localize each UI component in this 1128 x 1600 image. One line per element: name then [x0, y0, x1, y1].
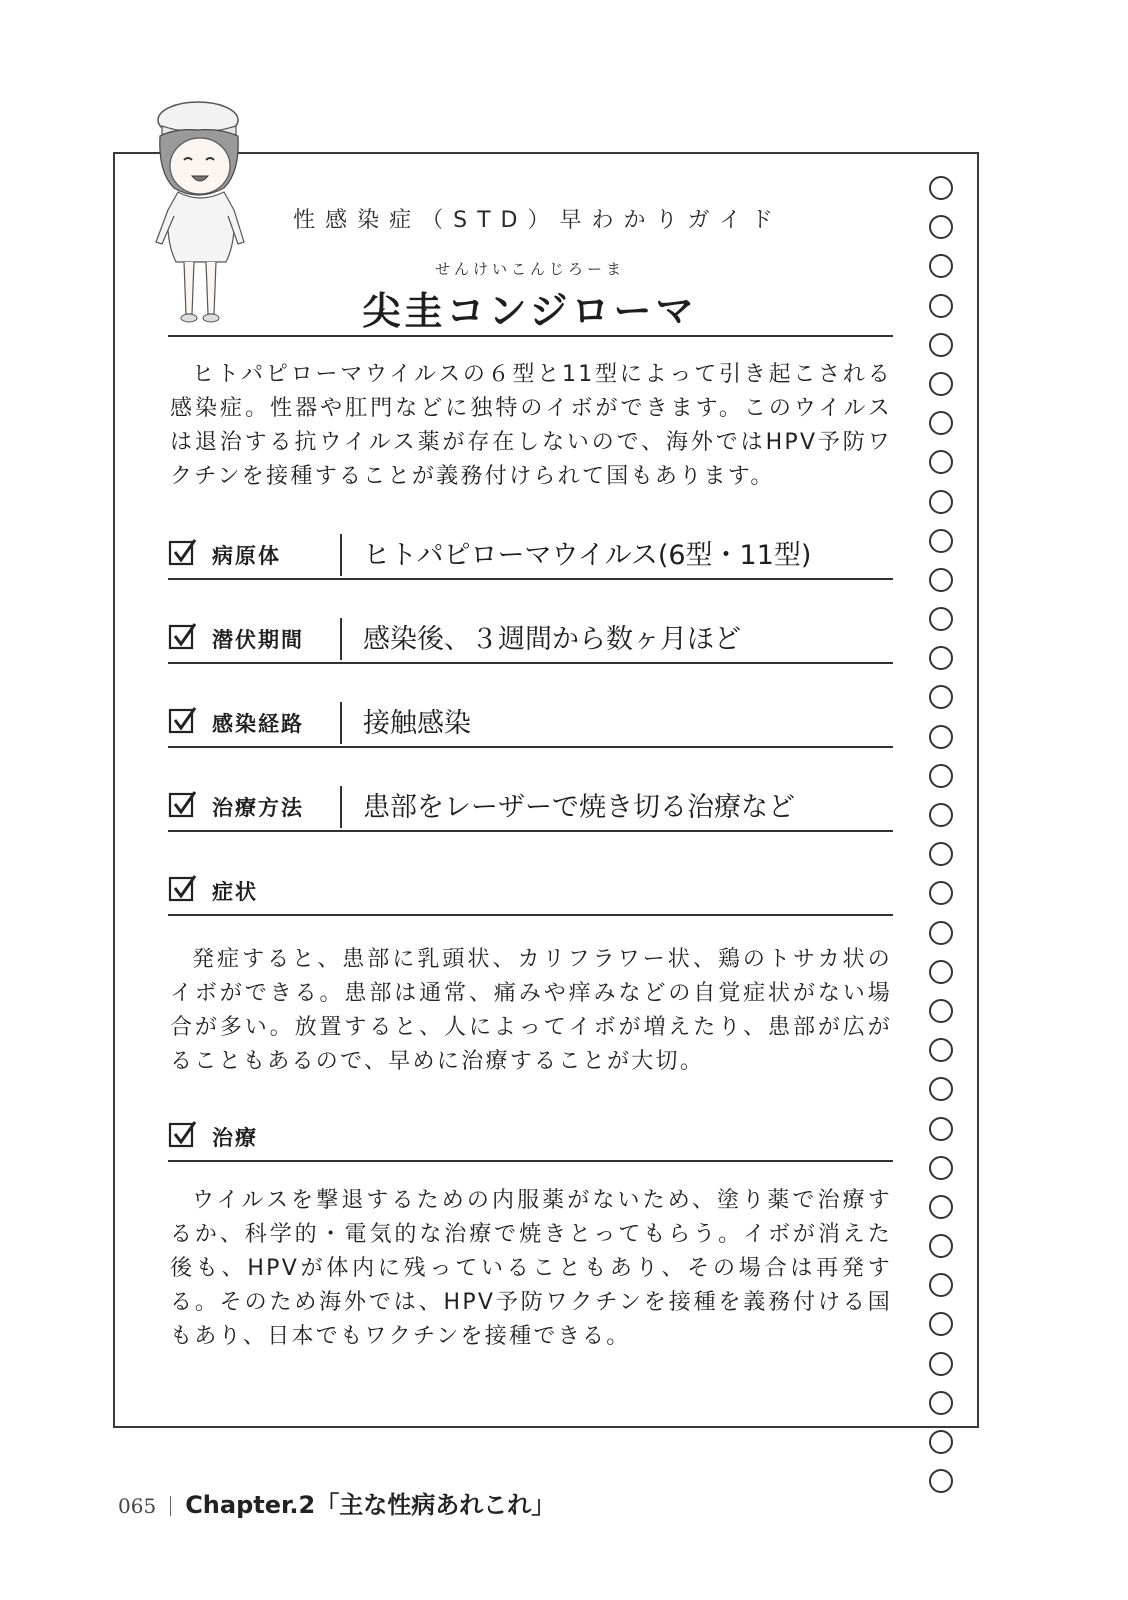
ring-hole [929, 176, 953, 200]
guide-label: 性感染症（STD）早わかりガイド [293, 208, 783, 233]
ring-hole [929, 1469, 953, 1493]
ring-hole [929, 803, 953, 827]
fact-value: 接触感染 [363, 708, 471, 739]
page-title: 尖圭コンジローマ [362, 289, 698, 333]
checkbox-icon [168, 874, 198, 904]
ring-hole [929, 685, 953, 709]
intro-paragraph: ヒトパピローマウイルスの６型と11型によって引き起こされる感染症。性器や肛門などに独特のイボができます。このウイルスは退治する抗ウイルス薬が存在しないので、海外ではHPV予防ワクチンを接種することが義務付けられて国もあります。 [170, 362, 892, 489]
ring-hole [929, 254, 953, 278]
row-rule [168, 830, 893, 832]
ring-hole [929, 490, 953, 514]
checkbox-icon [168, 706, 198, 736]
checkbox-icon [168, 538, 198, 568]
ring-hole [929, 294, 953, 318]
checkbox-icon [168, 622, 198, 652]
section-rule [168, 1160, 893, 1162]
section-label: 治療 [212, 1126, 258, 1150]
ring-hole [929, 1077, 953, 1101]
fact-divider [340, 618, 342, 660]
fact-value: ヒトパピローマウイルス(6型・11型) [363, 540, 812, 571]
nurse-mascot-illustration [140, 92, 260, 332]
checkbox-icon [168, 790, 198, 820]
row-rule [168, 662, 893, 664]
symptoms-heading [168, 866, 893, 914]
page-footer [118, 1485, 555, 1520]
chapter-title: Chapter.2「主な性病あれこれ」 [185, 1491, 556, 1519]
ring-hole [929, 215, 953, 239]
ring-hole [929, 607, 953, 631]
ring-hole [929, 1117, 953, 1141]
ring-hole [929, 411, 953, 435]
fact-label: 潜伏期間 [212, 628, 304, 652]
treatment-paragraph: ウイルスを撃退するための内服薬がないため、塗り薬で治療するか、科学的・電気的な治療で焼きとってもらう。イボが消えた後も、HPVが体内に残っていることもあり、その場合は再発する。そのため海外では、HPV予防ワクチンを接種を義務付ける国もあり、日本でもワクチンを接種できる。 [170, 1188, 892, 1349]
ring-hole [929, 1273, 953, 1297]
ring-hole [929, 1156, 953, 1180]
fact-label: 治療方法 [212, 796, 304, 820]
ring-hole [929, 1038, 953, 1062]
title-ruby: せんけいこんじろーま [434, 260, 625, 278]
fact-label: 病原体 [212, 544, 281, 568]
page-number: 065 [118, 1494, 157, 1518]
checkbox-icon [168, 1120, 198, 1150]
fact-label: 感染経路 [212, 712, 304, 736]
ring-hole [929, 646, 953, 670]
ring-hole [929, 842, 953, 866]
ring-hole [929, 1352, 953, 1376]
footer-separator [170, 1496, 171, 1516]
fact-value: 感染後、３週間から数ヶ月ほど [363, 624, 741, 655]
row-rule [168, 578, 893, 580]
ring-hole [929, 881, 953, 905]
fact-divider [340, 786, 342, 828]
ring-hole [929, 1234, 953, 1258]
ring-hole [929, 921, 953, 945]
ring-hole [929, 450, 953, 474]
ring-hole [929, 960, 953, 984]
ring-hole [929, 529, 953, 553]
ring-hole [929, 1430, 953, 1454]
ring-hole [929, 568, 953, 592]
treatment-heading [168, 1112, 893, 1160]
fact-divider [340, 702, 342, 744]
section-rule [168, 914, 893, 916]
ring-hole [929, 1312, 953, 1336]
fact-value: 患部をレーザーで焼き切る治療など [363, 792, 795, 823]
section-label: 症状 [212, 880, 258, 904]
ring-hole [929, 1391, 953, 1415]
ring-hole [929, 725, 953, 749]
ring-hole [929, 999, 953, 1023]
ring-hole [929, 372, 953, 396]
fact-divider [340, 534, 342, 576]
row-rule [168, 746, 893, 748]
ring-hole [929, 764, 953, 788]
notebook-rings [929, 176, 959, 1508]
ring-hole [929, 333, 953, 357]
title-rule [168, 335, 893, 337]
symptoms-paragraph: 発症すると、患部に乳頭状、カリフラワー状、鶏のトサカ状のイボができる。患部は通常、痛みや痒みなどの自覚症状がない場合が多い。放置すると、人によってイボが増えたり、患部が広がることもあるので、早めに治療することが大切。 [170, 947, 892, 1074]
ring-hole [929, 1195, 953, 1219]
